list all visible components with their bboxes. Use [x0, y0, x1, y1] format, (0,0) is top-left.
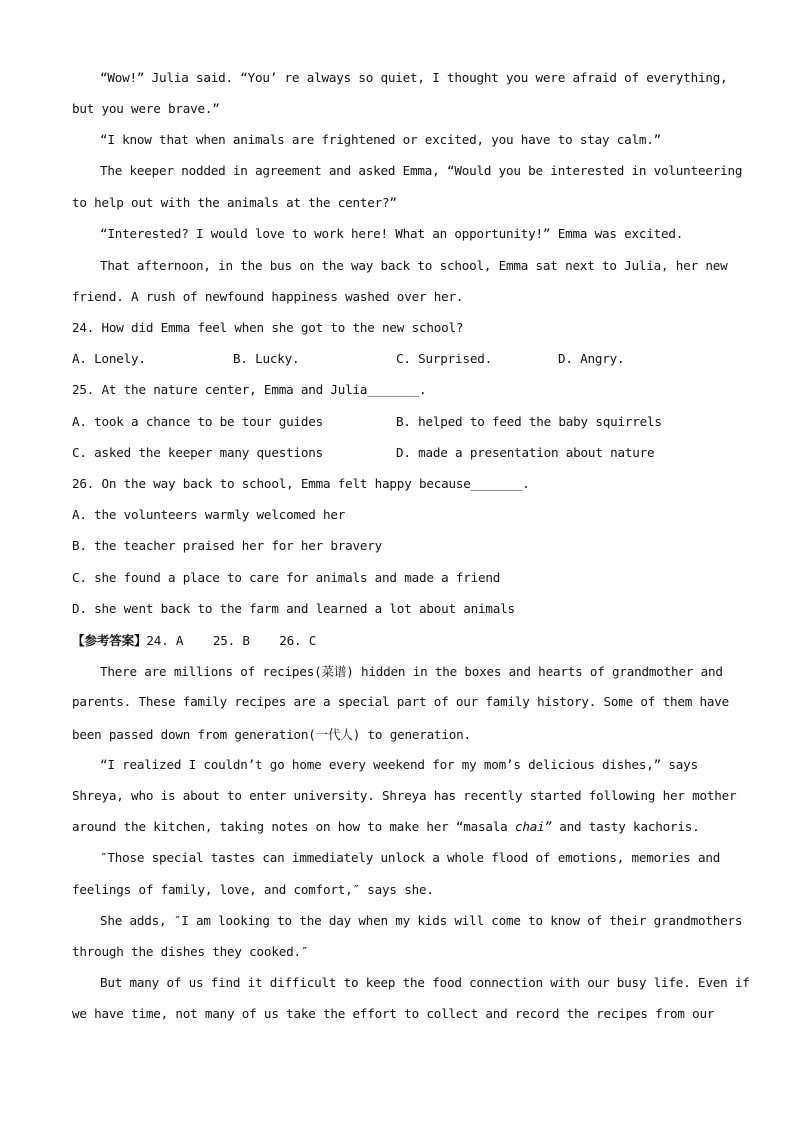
passage2-p1-line3: been passed down from generation(一代人) to generation.	[72, 727, 471, 742]
passage1-p1-line1: “Wow!” Julia said. “You’ re always so quiet, I thought you were afraid of everything,	[100, 70, 728, 85]
question-26-option-d: D. she went back to the farm and learned a lot about animals	[72, 601, 515, 616]
question-25-option-a: A. took a chance to be tour guides	[72, 414, 323, 429]
question-25-option-b: B. helped to feed the baby squirrels	[396, 414, 662, 429]
question-24-option-a: A. Lonely.	[72, 351, 146, 366]
answer-key	[72, 630, 316, 649]
passage2-p1-line1: There are millions of recipes(菜谱) hidden in the boxes and hearts of grandmother and	[100, 664, 723, 679]
passage2-p2-line2: Shreya, who is about to enter university. Shreya has recently started following her mother	[72, 788, 737, 803]
answer-key-text: 24. A 25. B 26. C	[146, 633, 317, 648]
question-25-stem: 25. At the nature center, Emma and Julia_______.	[72, 382, 427, 397]
passage2-p5-line1: But many of us find it difficult to keep the food connection with our busy life. Even if	[100, 975, 750, 990]
passage2-p3-line2: feelings of family, love, and comfort,″ says she.	[72, 882, 434, 897]
question-24-stem: 24. How did Emma feel when she got to the new school?	[72, 320, 464, 335]
passage1-p3-line2: to help out with the animals at the center?”	[72, 195, 397, 210]
question-25-option-d: D. made a presentation about nature	[396, 445, 655, 460]
question-26-option-c: C. she found a place to care for animals and made a friend	[72, 570, 501, 585]
passage2-p2-line1: “I realized I couldn’t go home every weekend for my mom’s delicious dishes,” says	[100, 757, 698, 772]
passage2-p2-line3	[72, 819, 700, 834]
passage2-p4-line2: through the dishes they cooked.″	[72, 944, 309, 959]
question-26-option-b: B. the teacher praised her for her bravery	[72, 538, 383, 553]
question-24-option-c: C. Surprised.	[396, 351, 492, 366]
passage2-p4-line1: She adds, ″I am looking to the day when my kids will come to know of their grandmothers	[100, 913, 743, 928]
passage2-p2-line3-c: and tasty kachoris.	[551, 819, 700, 834]
question-24-option-d: D. Angry.	[558, 351, 625, 366]
passage2-p5-line2: we have time, not many of us take the effort to collect and record the recipes from our	[72, 1006, 715, 1021]
passage1-p2: “I know that when animals are frightened or excited, you have to stay calm.”	[100, 132, 662, 147]
passage1-p5-line1: That afternoon, in the bus on the way back to school, Emma sat next to Julia, her new	[100, 258, 728, 273]
passage2-p1-line2: parents. These family recipes are a special part of our family history. Some of them have	[72, 694, 730, 709]
question-26-stem: 26. On the way back to school, Emma felt happy because_______.	[72, 476, 530, 491]
passage2-p3-line1: ″Those special tastes can immediately unlock a whole flood of emotions, memories and	[100, 850, 721, 865]
question-24-option-b: B. Lucky.	[233, 351, 300, 366]
passage2-p2-line3-a: around the kitchen, taking notes on how to make her “masala	[72, 819, 515, 834]
question-26-option-a: A. the volunteers warmly welcomed her	[72, 507, 346, 522]
passage1-p4: “Interested? I would love to work here! What an opportunity!” Emma was excited.	[100, 226, 684, 241]
passage2-p2-line3-italic: chai”	[514, 819, 552, 834]
answer-key-label: 【参考答案】	[72, 633, 147, 648]
passage1-p3-line1: The keeper nodded in agreement and asked Emma, “Would you be interested in volunteering	[100, 163, 743, 178]
question-25-option-c: C. asked the keeper many questions	[72, 445, 323, 460]
passage1-p1-line2: but you were brave.”	[72, 101, 220, 116]
passage1-p5-line2: friend. A rush of newfound happiness washed over her.	[72, 289, 464, 304]
